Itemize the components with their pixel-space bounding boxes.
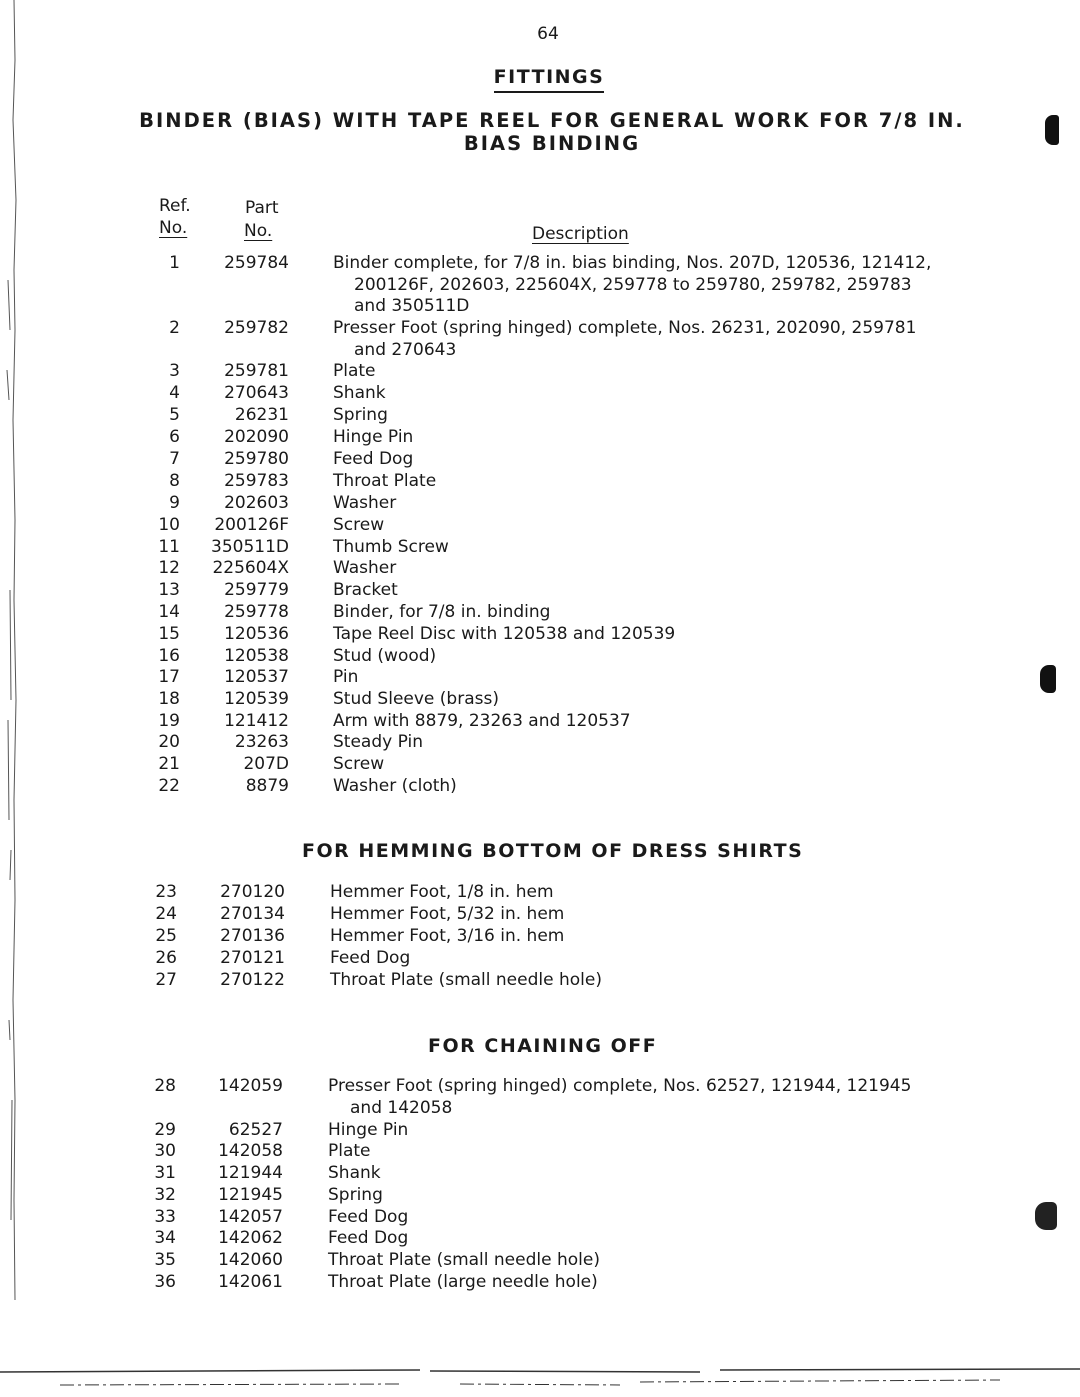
ref-number: 33 — [154, 1207, 176, 1227]
table-row — [0, 969, 1080, 991]
part-description: Presser Foot (spring hinged) complete, Nos. 26231, 202090, 259781 — [333, 318, 917, 338]
part-description: Bracket — [333, 580, 398, 600]
table-row — [0, 947, 1080, 969]
ref-number: 7 — [169, 449, 180, 469]
part-number: 270134 — [220, 904, 285, 924]
fittings-heading-text: FITTINGS — [494, 66, 605, 93]
table-row — [0, 360, 1080, 382]
ref-number: 29 — [154, 1120, 176, 1140]
part-description: Hemmer Foot, 3/16 in. hem — [330, 926, 565, 946]
ref-number: 32 — [154, 1185, 176, 1205]
part-number: 23263 — [234, 732, 289, 752]
table-row — [0, 731, 1080, 753]
ref-number: 11 — [158, 537, 180, 557]
part-description: Washer — [333, 558, 397, 578]
table-row — [0, 557, 1080, 579]
part-number: 26231 — [234, 405, 289, 425]
table-row — [0, 1075, 1080, 1097]
part-number: 8879 — [245, 776, 289, 796]
ref-number: 12 — [158, 558, 180, 578]
part-description: Throat Plate — [333, 471, 437, 491]
part-description: Hemmer Foot, 1/8 in. hem — [330, 882, 554, 902]
page-title — [0, 109, 1080, 155]
part-number: 259780 — [224, 449, 289, 469]
table-row — [0, 1206, 1080, 1228]
part-description: Hemmer Foot, 5/32 in. hem — [330, 904, 565, 924]
table-row — [0, 1271, 1080, 1293]
page-title-line-1: BINDER (BIAS) WITH TAPE REEL FOR GENERAL WORK FOR 7/8 IN. — [139, 109, 965, 132]
ref-number: 19 — [158, 711, 180, 731]
description-continuation: 200126F, 202603, 225604X, 259778 to 259780, 259782, 259783 — [354, 275, 912, 295]
part-number: 120536 — [224, 624, 289, 644]
ref-number: 15 — [158, 624, 180, 644]
part-description: Shank — [333, 383, 386, 403]
part-number: 200126F — [214, 515, 289, 535]
page-number: 64 — [537, 24, 559, 44]
ref-number: 17 — [158, 667, 180, 687]
table-row — [0, 881, 1080, 903]
part-description: Washer — [333, 493, 397, 513]
ref-number: 35 — [154, 1250, 176, 1270]
table-row — [0, 536, 1080, 558]
table-row — [0, 903, 1080, 925]
part-description: Feed Dog — [333, 449, 414, 469]
part-number: 121412 — [224, 711, 289, 731]
table-row — [0, 710, 1080, 732]
part-description: Binder, for 7/8 in. binding — [333, 602, 551, 622]
part-number: 259784 — [224, 253, 289, 273]
ref-number: 4 — [169, 383, 180, 403]
table-row — [0, 645, 1080, 667]
part-number: 270643 — [224, 383, 289, 403]
part-description: Hinge Pin — [333, 427, 414, 447]
part-description: Stud (wood) — [333, 646, 437, 666]
ref-number: 13 — [158, 580, 180, 600]
part-description: Feed Dog — [328, 1207, 409, 1227]
ref-number: 9 — [169, 493, 180, 513]
part-header-bottom: No. — [244, 221, 273, 241]
table-row — [0, 492, 1080, 514]
description-continuation: and 350511D — [354, 296, 470, 316]
part-description: Steady Pin — [333, 732, 423, 752]
part-number: 270120 — [220, 882, 285, 902]
table-row — [0, 1119, 1080, 1141]
ref-number: 20 — [158, 732, 180, 752]
fittings-heading — [0, 66, 1080, 88]
table-row — [0, 1162, 1080, 1184]
part-description: Hinge Pin — [328, 1120, 409, 1140]
table-row — [0, 601, 1080, 623]
ref-number: 1 — [169, 253, 180, 273]
part-number: 270122 — [220, 970, 285, 990]
ref-header-bottom: No. — [159, 218, 188, 238]
part-number: 142057 — [218, 1207, 283, 1227]
table-row — [0, 753, 1080, 775]
ref-number: 25 — [155, 926, 177, 946]
part-number: 62527 — [228, 1120, 283, 1140]
part-number: 142058 — [218, 1141, 283, 1161]
ref-header-top: Ref. — [159, 196, 191, 216]
description-continuation: and 270643 — [354, 340, 457, 360]
ref-number: 6 — [169, 427, 180, 447]
part-number: 259783 — [224, 471, 289, 491]
scan-bottom-rule — [0, 1360, 1080, 1397]
table-row — [0, 1227, 1080, 1249]
part-description: Thumb Screw — [333, 537, 449, 557]
part-description: Plate — [333, 361, 376, 381]
table-row — [0, 1140, 1080, 1162]
table-row — [0, 775, 1080, 797]
table-row — [0, 666, 1080, 688]
ref-number: 14 — [158, 602, 180, 622]
section-title-chaining: FOR CHAINING OFF — [428, 1035, 658, 1057]
table-row — [0, 252, 1080, 274]
table-row — [0, 426, 1080, 448]
part-description: Screw — [333, 754, 385, 774]
table-row — [0, 1249, 1080, 1271]
part-number: 259781 — [224, 361, 289, 381]
part-description: Feed Dog — [328, 1228, 409, 1248]
ref-number: 24 — [155, 904, 177, 924]
table-row — [0, 514, 1080, 536]
part-number: 350511D — [211, 537, 289, 557]
ref-number: 18 — [158, 689, 180, 709]
table-row — [0, 579, 1080, 601]
part-number: 259778 — [224, 602, 289, 622]
part-description: Arm with 8879, 23263 and 120537 — [333, 711, 631, 731]
part-number: 142062 — [218, 1228, 283, 1248]
part-description: Spring — [328, 1185, 383, 1205]
part-description: Throat Plate (small needle hole) — [328, 1250, 600, 1270]
table-row — [0, 317, 1080, 339]
part-number: 270121 — [220, 948, 285, 968]
table-row — [0, 448, 1080, 470]
page-title-line-2: BIAS BINDING — [463, 132, 641, 155]
description-continuation: and 142058 — [350, 1098, 453, 1118]
ref-number: 8 — [169, 471, 180, 491]
part-number: 202603 — [224, 493, 289, 513]
part-description: Pin — [333, 667, 359, 687]
table-row — [0, 925, 1080, 947]
part-number: 207D — [243, 754, 289, 774]
ref-number: 22 — [158, 776, 180, 796]
part-description: Presser Foot (spring hinged) complete, Nos. 62527, 121944, 121945 — [328, 1076, 912, 1096]
ref-number: 30 — [154, 1141, 176, 1161]
ref-number: 27 — [155, 970, 177, 990]
ref-number: 23 — [155, 882, 177, 902]
ref-number: 10 — [158, 515, 180, 535]
part-description: Feed Dog — [330, 948, 411, 968]
table-row — [0, 382, 1080, 404]
table-row — [0, 404, 1080, 426]
part-number: 259782 — [224, 318, 289, 338]
part-description: Shank — [328, 1163, 381, 1183]
part-number: 142061 — [218, 1272, 283, 1292]
ref-number: 5 — [169, 405, 180, 425]
part-description: Throat Plate (large needle hole) — [328, 1272, 598, 1292]
part-number: 270136 — [220, 926, 285, 946]
part-description: Tape Reel Disc with 120538 and 120539 — [333, 624, 676, 644]
part-number: 142060 — [218, 1250, 283, 1270]
part-number: 259779 — [224, 580, 289, 600]
part-number: 120537 — [224, 667, 289, 687]
ref-number: 3 — [169, 361, 180, 381]
part-number: 225604X — [212, 558, 289, 578]
part-number: 121944 — [218, 1163, 283, 1183]
ref-number: 21 — [158, 754, 180, 774]
part-header-top: Part — [245, 198, 279, 218]
part-number: 202090 — [224, 427, 289, 447]
part-number: 120539 — [224, 689, 289, 709]
ref-number: 31 — [154, 1163, 176, 1183]
part-number: 142059 — [218, 1076, 283, 1096]
part-description: Spring — [333, 405, 388, 425]
table-row — [0, 470, 1080, 492]
part-description: Plate — [328, 1141, 371, 1161]
part-description: Screw — [333, 515, 385, 535]
section-title-hemming: FOR HEMMING BOTTOM OF DRESS SHIRTS — [302, 840, 804, 862]
table-row — [0, 688, 1080, 710]
ref-number: 28 — [154, 1076, 176, 1096]
table-row — [0, 623, 1080, 645]
part-description: Washer (cloth) — [333, 776, 457, 796]
ref-number: 16 — [158, 646, 180, 666]
part-number: 121945 — [218, 1185, 283, 1205]
table-row — [0, 1184, 1080, 1206]
part-description: Throat Plate (small needle hole) — [330, 970, 602, 990]
ref-number: 36 — [154, 1272, 176, 1292]
ref-number: 2 — [169, 318, 180, 338]
part-description: Stud Sleeve (brass) — [333, 689, 499, 709]
description-header: Description — [532, 224, 629, 244]
ref-number: 26 — [155, 948, 177, 968]
ref-number: 34 — [154, 1228, 176, 1248]
part-description: Binder complete, for 7/8 in. bias binding, Nos. 207D, 120536, 121412, — [333, 253, 932, 273]
part-number: 120538 — [224, 646, 289, 666]
